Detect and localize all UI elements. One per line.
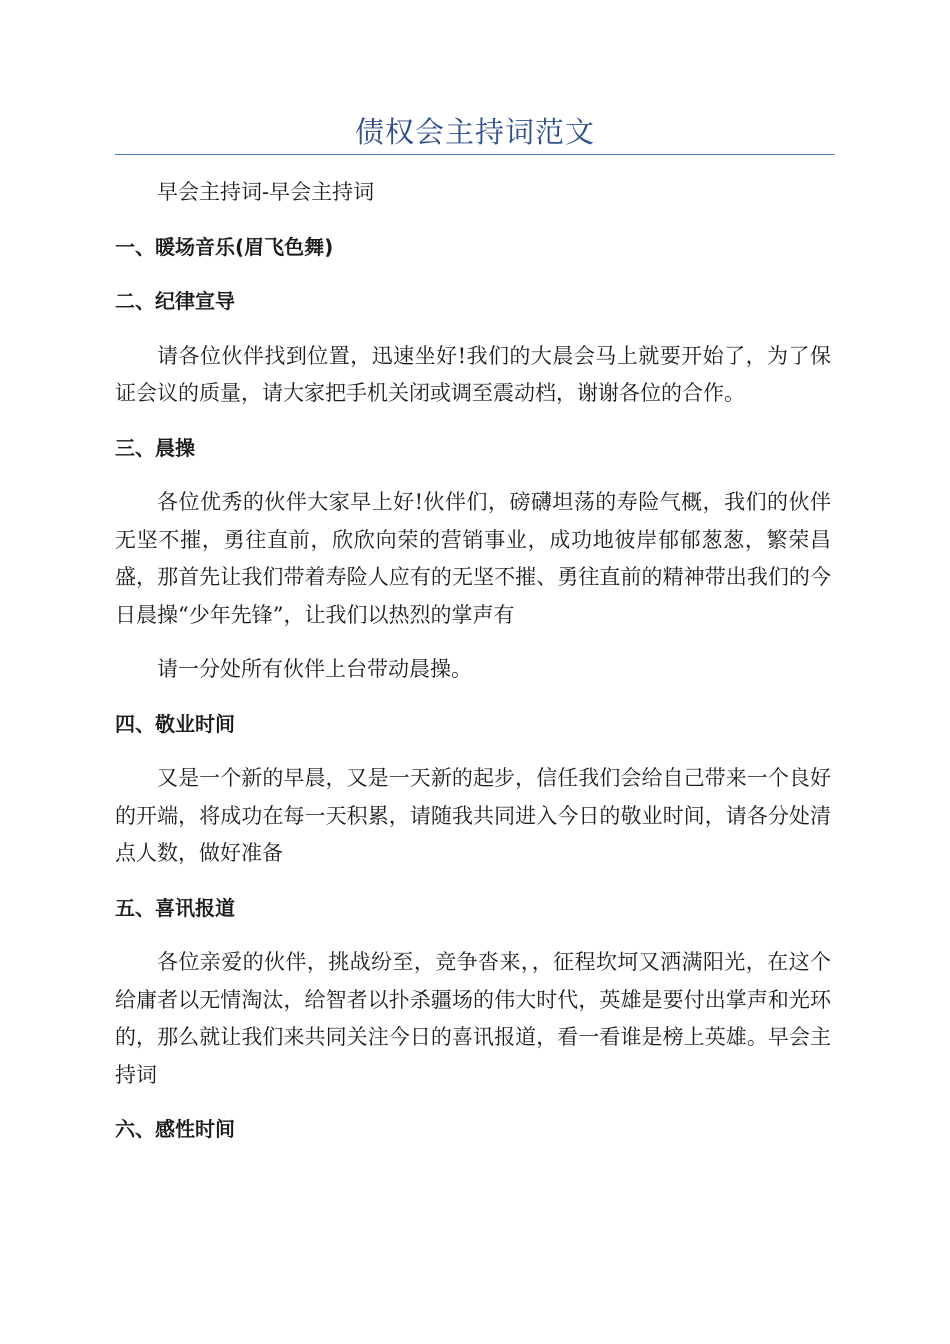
paragraph: 请一分处所有伙伴上台带动晨操。 — [157, 657, 472, 681]
section-heading: 五、喜讯报道 — [115, 895, 235, 920]
section-heading: 六、感性时间 — [115, 1117, 235, 1141]
paragraph: 各位优秀的伙伴大家早上好!伙伴们，磅礴坦荡的寿险气概，我们的伙伴无坚不摧，勇往直前，欣欣向荣的营销事业，成功地彼岸郁郁葱葱，繁荣昌盛，那首先让我们带着寿险人应有的无坚不摧、勇往直前的精神带出我们的今日晨操“少年先锋”，让我们以热烈的掌声有 — [115, 490, 831, 627]
title-underline — [115, 154, 835, 155]
document-body — [115, 174, 831, 1149]
paragraph: 早会主持词-早会主持词 — [157, 180, 375, 204]
section-heading: 四、敬业时间 — [115, 711, 235, 736]
paragraph: 又是一个新的早晨，又是一天新的起步，信任我们会给自己带来一个良好的开端，将成功在每一天积累，请随我共同进入今日的敬业时间，请各分处清点人数，做好准备 — [115, 766, 831, 865]
section-heading: 三、晨操 — [115, 435, 195, 460]
paragraph: 各位亲爱的伙伴，挑战纷至，竞争沓来，，征程坎坷又洒满阳光，在这个给庸者以无情淘汰，给智者以扑杀疆场的伟大时代，英雄是要付出掌声和光环的，那么就让我们来共同关注今日的喜讯报道，看一看谁是榜上英雄。早会主持词 — [115, 950, 831, 1087]
paragraph: 请各位伙伴找到位置，迅速坐好!我们的大晨会马上就要开始了，为了保证会议的质量，请大家把手机关闭或调至震动档，谢谢各位的合作。 — [115, 343, 831, 405]
document-title: 债权会主持词范文 — [354, 115, 595, 149]
section-heading: 一、暖场音乐(眉飞色舞) — [115, 234, 334, 259]
section-heading: 二、纪律宣导 — [115, 289, 235, 313]
